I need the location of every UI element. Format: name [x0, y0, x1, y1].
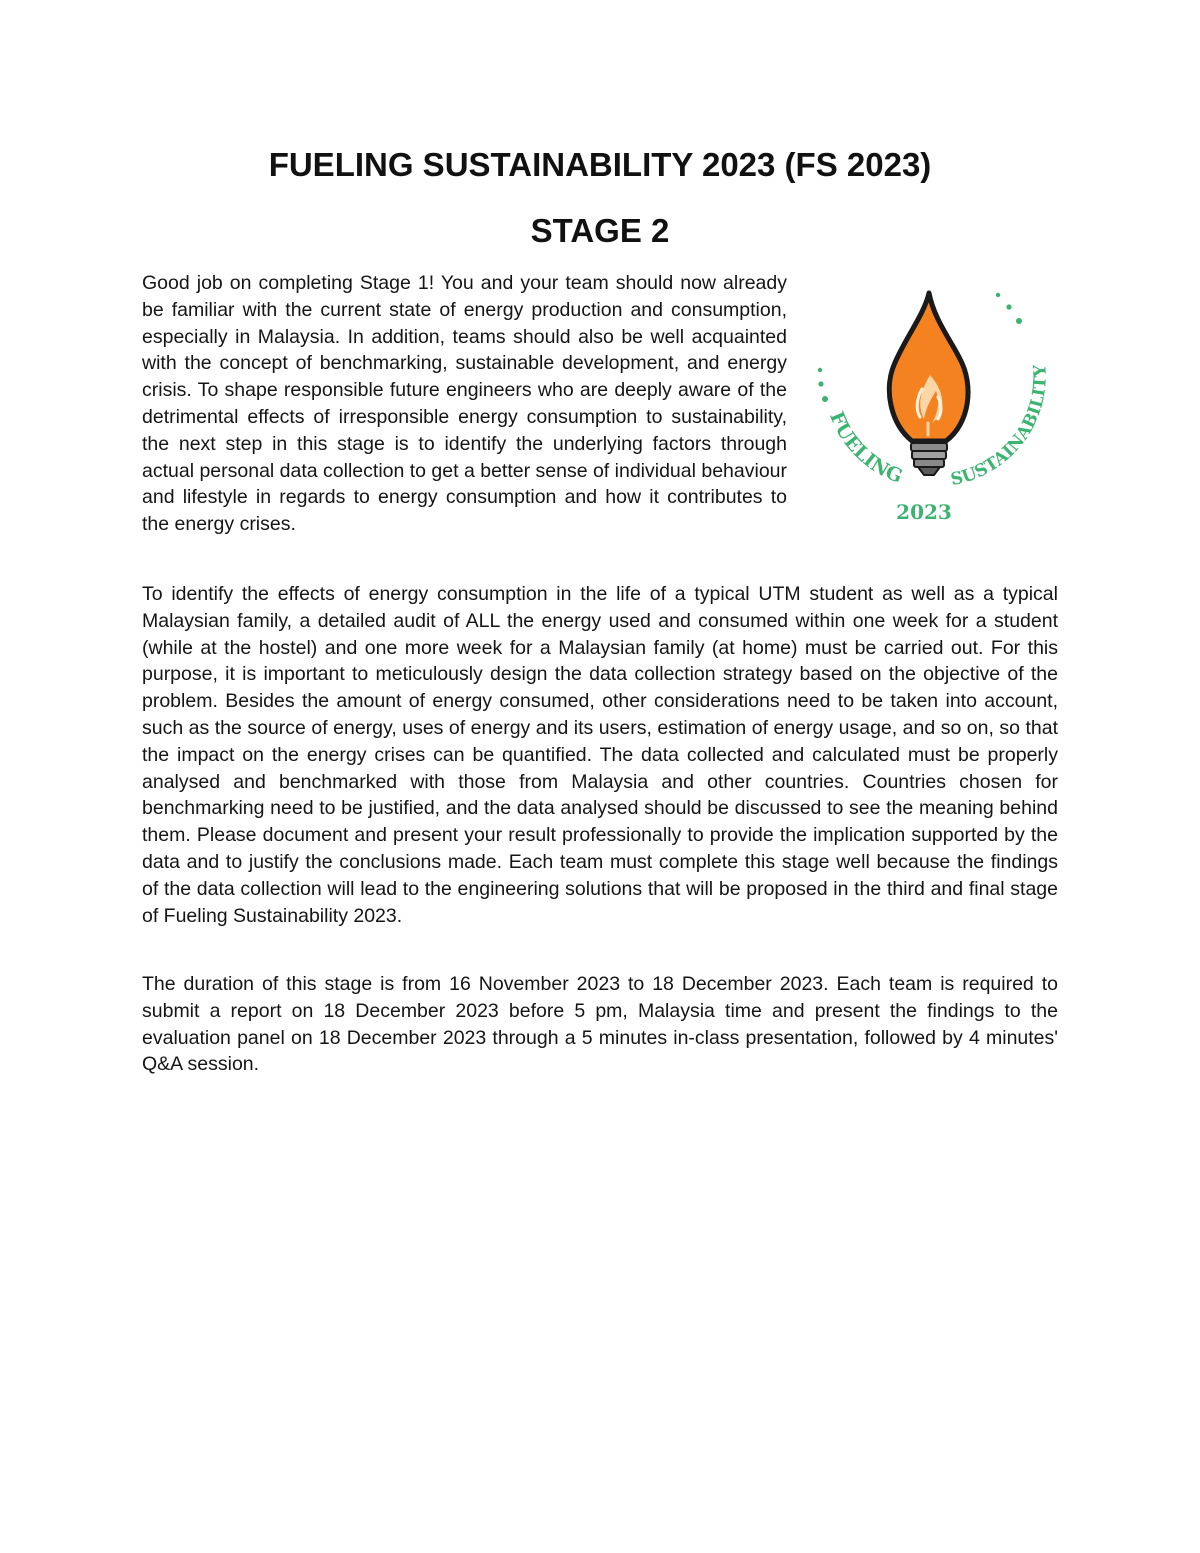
- logo-text-fueling: FUELING: [825, 408, 906, 488]
- duration-paragraph: The duration of this stage is from 16 November 2023 to 18 December 2023. Each team is required to submit a report on 18 December 2023 before 5 pm, Malaysia time and present the findings to the evaluation panel on 18 December 2023 through a 5 minutes in-class presentation, followed by 4 minutes' Q&A session.: [142, 973, 1058, 1076]
- intro-paragraph: Good job on completing Stage 1! You and your team should now already be familiar with the current state of energy production and consumption, especially in Malaysia. In addition, teams should also be well acquainted with the concept of benchmarking, sustainable development, and energy crisis. To shape responsible future engineers who are deeply aware of the detrimental effects of irresponsible energy consumption to sustainability, the next step in this stage is to identify the underlying factors through actual personal data collection to get a better sense of individual behaviour and lifestyle in regards to energy consumption and how it contributes to the energy crises.: [142, 272, 788, 536]
- fueling-sustainability-logo: [812, 285, 1062, 535]
- logo-year: 2023: [896, 500, 952, 524]
- audit-paragraph: To identify the effects of energy consumption in the life of a typical UTM student as well as a typical Malaysian family, a detailed audit of ALL the energy used and consumed within one week for a student (while at the hostel) and one more week for a Malaysian family (at home) must be carried out. For this purpose, it is important to meticulously design the data collection strategy based on the objective of the problem. Besides the amount of energy consumed, other considerations need to be taken into account, such as the source of energy, uses of energy and its users, estimation of energy usage, and so on, so that the impact on the energy crises can be quantified. The data collected and calculated must be properly analysed and benchmarked with those from Malaysia and other countries. Countries chosen for benchmarking need to be justified, and the data analysed should be discussed to see the meaning behind them. Please document and present your result professionally to provide the implication supported by the data and to justify the conclusions made. Each team must complete this stage well because the findings of the data collection will lead to the engineering solutions that will be proposed in the third and final stage of Fueling Sustainability 2023.: [142, 583, 1058, 927]
- logo-text-sustainability: SUSTAINABILITY: [948, 364, 1051, 491]
- flame-bulb-icon: [889, 293, 968, 475]
- stage-heading: STAGE 2: [530, 212, 670, 249]
- document-title: FUELING SUSTAINABILITY 2023 (FS 2023): [268, 146, 932, 183]
